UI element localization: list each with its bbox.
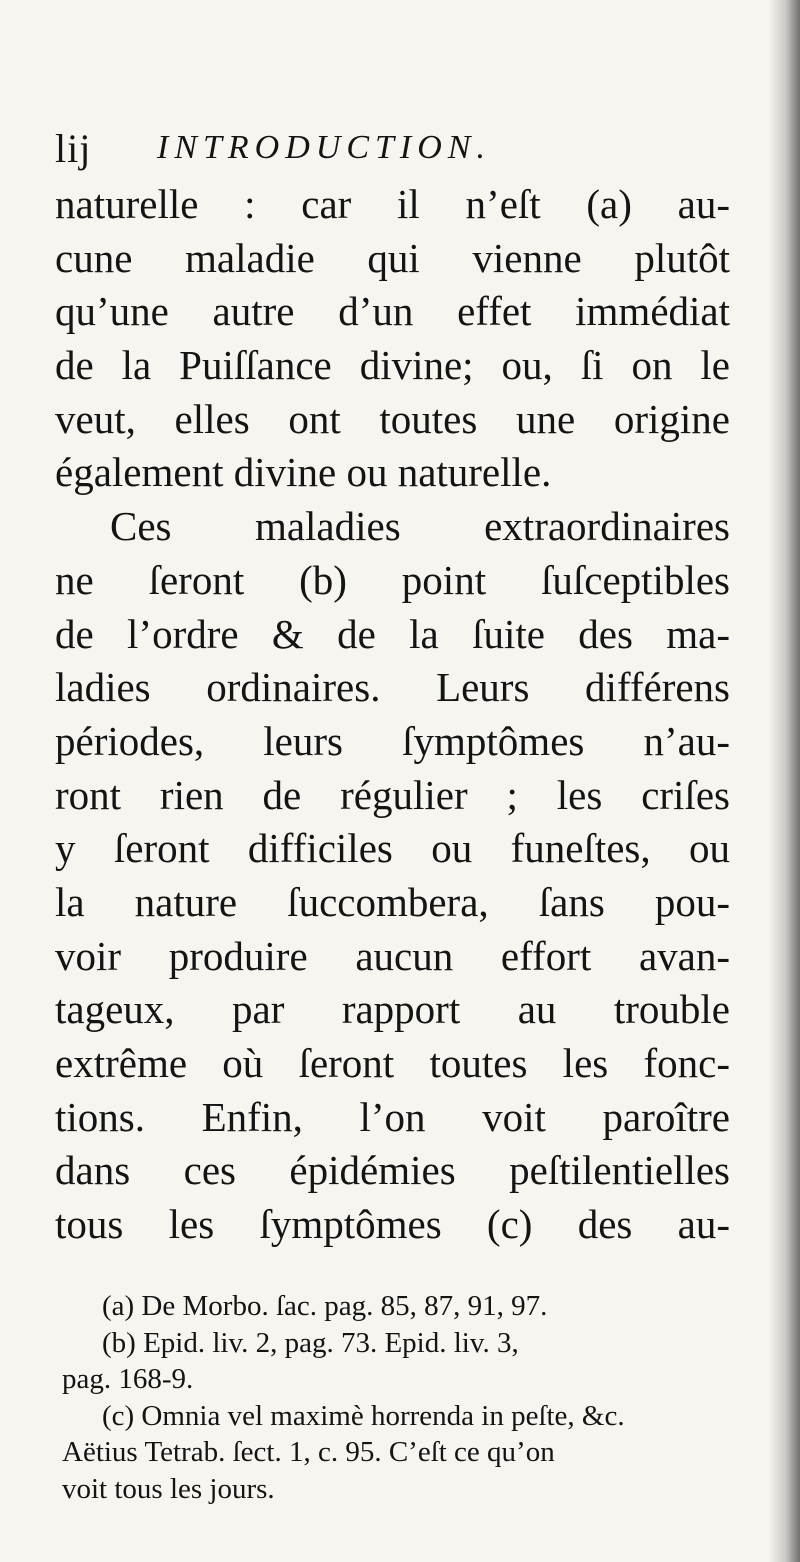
body-line: voir produire aucun effort avan- [55,932,730,979]
page-header [55,125,755,175]
running-title: INTRODUCTION. [157,129,491,166]
body-line: veut, elles ont toutes une origine [55,395,730,442]
body-line: également divine ou naturelle. [55,449,552,496]
body-line: tageux, par rapport au trouble [55,986,730,1033]
body-line: cune maladie qui vienne plutôt [55,234,730,281]
footnote-line: (c) Omnia vel maximè horrenda in peſte, &c. [102,1399,625,1432]
body-text [55,178,730,1252]
body-line: tions. Enfin, l’on voit paroître [55,1093,730,1140]
footnote-line: (a) De Morbo. ſac. pag. 85, 87, 91, 97. [102,1290,548,1322]
body-line: Ces maladies extraordinaires [110,503,730,550]
body-line: la nature ſuccombera, ſans pou- [55,878,730,925]
body-line: qu’une autre d’un effet immédiat [55,288,730,335]
footnote-line: voit tous les jours. [62,1472,275,1505]
footnote-line: pag. 168-9. [62,1363,194,1395]
footnotes [62,1288,742,1507]
body-line: périodes, leurs ſymptômes n’au- [55,717,730,764]
body-line: y ſeront difficiles ou funeſtes, ou [55,825,730,872]
page-number: lij [55,126,92,171]
body-line: de la Puiſſance divine; ou, ſi on le [55,342,730,389]
body-line: naturelle : car il n’eſt (a) au- [55,181,730,227]
body-line: ladies ordinaires. Leurs différens [55,664,730,711]
body-line: extrême où ſeront toutes les fonc- [55,1040,730,1086]
body-line: tous les ſymptômes (c) des au- [55,1201,730,1248]
footnote-line: (b) Epid. liv. 2, pag. 73. Epid. liv. 3, [102,1326,519,1359]
page-edge-shadow [768,0,800,1562]
body-line: ne ſeront (b) point ſuſceptibles [55,556,730,603]
body-line: ront rien de régulier ; les criſes [55,771,730,818]
body-line: de l’ordre & de la ſuite des ma- [55,610,730,657]
body-line: dans ces épidémies peſtilentielles [55,1147,730,1194]
footnote-line: Aëtius Tetrab. ſect. 1, c. 95. C’eſt ce qu’on [62,1436,555,1468]
